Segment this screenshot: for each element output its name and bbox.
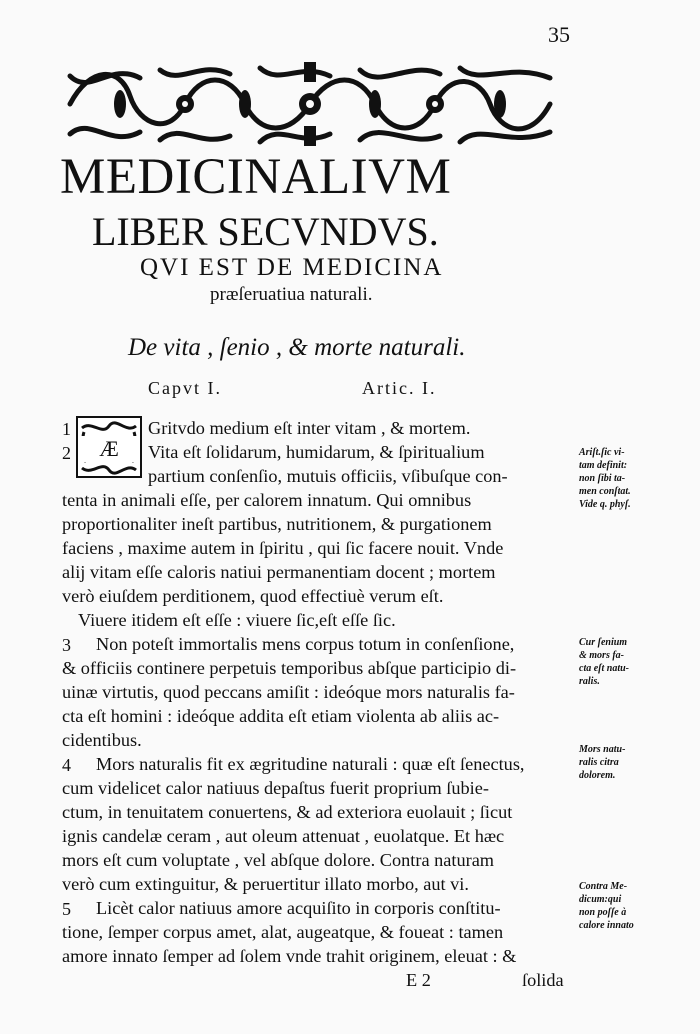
marginal-line: ralis citra bbox=[579, 757, 619, 768]
paragraph-number-2: 2 bbox=[62, 443, 71, 463]
drop-cap-letter: Æ bbox=[78, 436, 140, 462]
marginal-line: men conſtat. bbox=[579, 486, 631, 497]
text-line: uinæ virtutis, quod peccans amiſit : ideóque mors naturalis fa- bbox=[62, 682, 515, 702]
marginal-note-3 bbox=[579, 743, 689, 782]
text-line: ctum, in tenuitatem conuertens, & ad exteriora euolauit ; ſicut bbox=[62, 802, 513, 822]
text-line: proportionaliter ineſt partibus, nutritionem, & purgationem bbox=[62, 514, 492, 534]
text-line: & officiis continere perpetuis temporibus abſque participio di- bbox=[62, 658, 517, 678]
marginal-note-4 bbox=[579, 880, 689, 932]
catchword: ſolida bbox=[522, 970, 564, 990]
chapter-heading: Capvt I. bbox=[148, 378, 222, 398]
paragraph-number-5: 5 bbox=[62, 899, 71, 919]
section-subtitle: De vita , ſenio , & morte naturali. bbox=[128, 334, 466, 361]
text-line: Mors naturalis fit ex ægritudine naturali : quæ eſt ſenectus, bbox=[96, 754, 525, 774]
paragraph-number-3: 3 bbox=[62, 635, 71, 655]
text-line: faciens , maxime autem in ſpiritu , qui ſic facere nouit. Vnde bbox=[62, 538, 504, 558]
marginal-line: dicum:qui bbox=[579, 894, 622, 905]
text-line: tione, ſemper corpus amet, alat, augeatque, & foueat : tamen bbox=[62, 922, 504, 942]
article-heading: Artic. I. bbox=[362, 378, 437, 398]
marginal-line: & mors fa- bbox=[579, 650, 624, 661]
text-line: verò cum extinguitur, & peruertitur illato morbo, aut vi. bbox=[62, 874, 469, 894]
book-title-liber: LIBER SECVNDVS. bbox=[92, 209, 439, 254]
paragraph-number-1: 1 bbox=[62, 419, 71, 439]
marginal-line: non ſibi ta- bbox=[579, 473, 626, 484]
text-line: cum videlicet calor natiuus depaſtus fuerit proprium ſubie- bbox=[62, 778, 489, 798]
text-line: Gritvdo medium eſt inter vitam , & mortem. bbox=[148, 418, 471, 438]
marginal-note-1 bbox=[579, 446, 689, 511]
text-line: ignis candelæ ceram , aut oleum attenuat , euolatque. Et hæc bbox=[62, 826, 505, 846]
text-line: tenta in animali eſſe, per calorem innatum. Qui omnibus bbox=[62, 490, 472, 510]
marginal-line: ralis. bbox=[579, 676, 600, 687]
decorative-drop-cap bbox=[76, 416, 142, 478]
text-line: Licèt calor natiuus amore acquiſito in corporis conſtitu- bbox=[96, 898, 501, 918]
text-line: amore innato ſemper ad ſolem vnde trahit originem, eleuat : & bbox=[62, 946, 517, 966]
text-line: alij vitam eſſe caloris natiui permanentiam docent ; mortem bbox=[62, 562, 496, 582]
marginal-line: tam definit: bbox=[579, 460, 628, 471]
paragraph-number-4: 4 bbox=[62, 755, 71, 775]
page-number: 35 bbox=[548, 22, 570, 47]
text-line: verò eiuſdem perditionem, quod effectiuè verum eſt. bbox=[62, 586, 444, 606]
text-line: partium conſenſio, mutuis officiis, vſibuſque con- bbox=[148, 466, 508, 486]
text-line: mors eſt cum voluptate , vel abſque dolore. Contra naturam bbox=[62, 850, 495, 870]
book-title-qvi-est: QVI EST DE MEDICINA bbox=[140, 254, 444, 281]
signature-mark: E 2 bbox=[406, 970, 431, 990]
text-line: Non poteſt immortalis mens corpus totum in conſenſione, bbox=[96, 634, 515, 654]
text-line: cidentibus. bbox=[62, 730, 142, 750]
marginal-line: cta eſt natu- bbox=[579, 663, 629, 674]
book-title-main: MEDICINALIVM bbox=[60, 149, 452, 205]
text-line: cta eſt homini : ideóque addita eſt etiam violenta ab aliis ac- bbox=[62, 706, 500, 726]
text-line: Viuere itidem eſt eſſe : viuere ſic,eſt eſſe ſic. bbox=[78, 610, 396, 630]
marginal-line: calore innato bbox=[579, 920, 634, 931]
marginal-line: Ariſt.ſic vi- bbox=[579, 447, 625, 458]
marginal-line: Cur ſenium bbox=[579, 637, 628, 648]
text-line: Vita eſt ſolidarum, humidarum, & ſpiritualium bbox=[148, 442, 485, 462]
marginal-note-2 bbox=[579, 636, 689, 688]
marginal-line: Mors natu- bbox=[579, 744, 626, 755]
book-title-praeservativa: præſeruatiua naturali. bbox=[210, 284, 373, 305]
ornamental-headpiece bbox=[60, 56, 560, 152]
marginal-line: Vide q. phyſ. bbox=[579, 499, 631, 510]
marginal-line: Contra Me- bbox=[579, 881, 628, 892]
marginal-line: non poſſe à bbox=[579, 907, 627, 918]
marginal-line: dolorem. bbox=[579, 770, 616, 781]
